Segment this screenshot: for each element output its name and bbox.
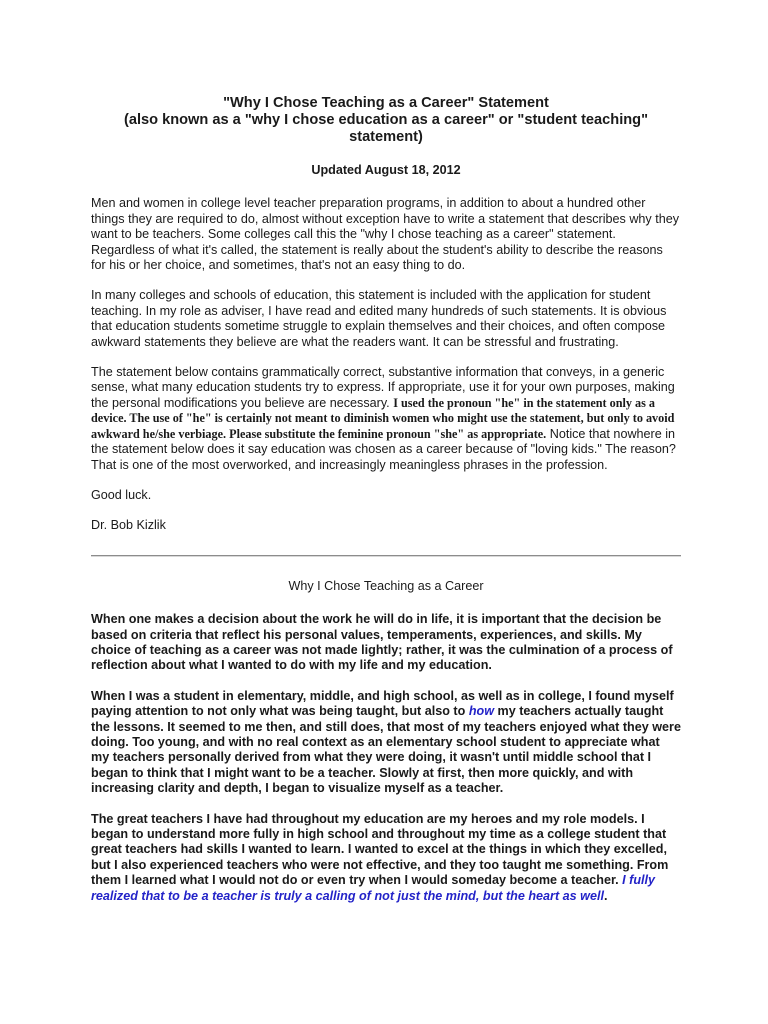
essay-p2-end: my teachers actually taught the lessons. It seemed to me then, and still does, that most of my teachers enjoyed what they were doing. Too young, and with no real context as an elementary school student to appreciate what my teachers personally derived from what they were doing, it wasn't until middle school that I began to think that I might want to be a teacher. Slowly at first, then more quickly, and with increasing clarity and depth, I began to visualize myself as a teacher.: [91, 704, 681, 796]
updated-date: Updated August 18, 2012: [311, 163, 461, 177]
essay-p3-start: The great teachers I have had throughout my education are my heroes and my role models. I began to understand more fully in high school and throughout my time as a college student that great teachers had skills I wanted to learn. I wanted to excel at the things in which they excelled, but I also experienced teachers who were not effective, and they too taught me something. From them I learned what I would not do or even try when I would someday become a teacher.: [91, 811, 669, 888]
author-signature: Dr. Bob Kizlik: [91, 518, 166, 533]
intro-paragraph-2: In many colleges and schools of education, this statement is included with the application for student teaching. In my role as adviser, I have read and edited many hundreds of such statements. It is obvious that education students sometime struggle to explain themselves and their choices, and often compose awkward statements they believe are what the readers want. It can be stressful and frustrating.: [91, 288, 667, 349]
emphasis-calling: I fully realized that to be a teacher is truly a calling of not just the mind, but the heart as well: [91, 873, 656, 903]
intro-p3-start: The statement below contains grammatically correct, substantive information that conveys, in a generic sense, what many education students try to express. If appropriate, use it for your own purposes, making the personal modifications you believe are necessary.: [91, 365, 675, 410]
essay-paragraph-3: [91, 812, 681, 904]
emphasis-how: how: [468, 704, 494, 719]
intro-paragraph-3: [91, 365, 681, 473]
essay-paragraph-1: When one makes a decision about the work he will do in life, it is important that the decision be based on criteria that reflect his personal values, temperaments, experiences, and skills. My choice of teaching as a career was not made lightly; rather, it was the culmination of a process of reflection about what I wanted to do with my life and my education.: [91, 612, 673, 673]
title-line-1: "Why I Chose Teaching as a Career" Statement: [223, 95, 549, 111]
document-content: [91, 95, 681, 904]
intro-p3-end: Notice that nowhere in the statement below does it say education was chosen as a career because of "loving kids." The reason? That is one of the most overworked, and increasingly meaningless phrases in the profession.: [91, 426, 676, 472]
essay-p2-start: When I was a student in elementary, middle, and high school, as well as in college, I found myself paying attention to not only what was being taught, but also to: [91, 688, 674, 719]
document-title: [91, 95, 681, 146]
essay-p3-end: .: [603, 888, 608, 903]
section-divider: [91, 555, 681, 557]
good-luck-text: Good luck.: [91, 487, 152, 502]
intro-section: [91, 196, 681, 533]
title-line-3: statement): [349, 129, 423, 145]
essay-title: Why I Chose Teaching as a Career: [288, 578, 484, 593]
pronoun-note: I used the pronoun "he" in the statement only as a device. The use of "he" is certainly not meant to diminish women who might use the statement, but only to avoid awkward he/she verbiage. Please substitute the feminine pronoun "she" as appropriate.: [91, 395, 675, 441]
title-line-2: (also known as a "why I chose education as a career" or "student teaching": [123, 112, 648, 128]
intro-paragraph-1: Men and women in college level teacher preparation programs, in addition to about a hundred other things they are required to do, almost without exception have to write a statement that describes why they want to be teachers. Some colleges call this the "why I chose teaching as a career" statement. Regardless of what it's called, the statement is really about the student's ability to describe the reasons for his or her choice, and sometimes, that's not an easy thing to do.: [91, 196, 680, 273]
essay-section: [91, 612, 681, 904]
essay-paragraph-2: [91, 689, 681, 797]
